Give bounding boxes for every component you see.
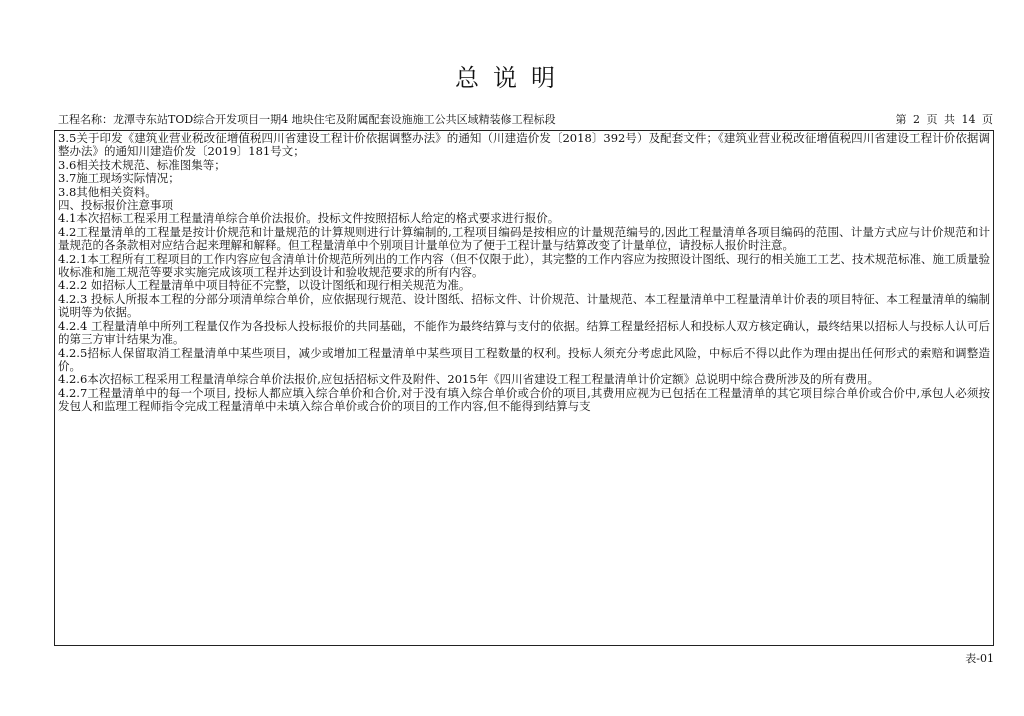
paragraph: 4.2.2 如招标人工程量清单中项目特征不完整，以设计图纸和现行相关规范为准。 — [58, 278, 471, 293]
form-code: 表-01 — [965, 652, 994, 665]
project-name: 工程名称：龙潭寺东站TOD综合开发项目一期4 地块住宅及附属配套设施施工公共区域精装修工程标段 — [58, 113, 556, 126]
paragraph: 3.8其他相关资料。 — [58, 184, 157, 199]
page-title: 总说明 — [455, 64, 569, 92]
section-heading: 四、投标报价注意事项 — [58, 198, 173, 213]
paragraph: 4.2.4 工程量清单中所列工程量仅作为各投标人投标报价的共同基础，不能作为最终结算与支付的依据。结算工程量经招标人和投标人双方核定确认，最终结果以招标人与投标人认可后的第三方审计结果为准。 — [58, 318, 990, 347]
paragraph: 3.6相关技术规范、标准图集等； — [58, 157, 226, 172]
paragraph: 4.2.3 投标人所报本工程的分部分项清单综合单价，应依据现行规范、设计图纸、招标文件、计价规范、计量规范、本工程量清单中工程量清单计价表的项目特征、本工程量清单的编制说明等为依据。 — [58, 291, 990, 320]
paragraph: 4.2.5招标人保留取消工程量清单中某些项目，减少或增加工程量清单中某些项目工程数量的权利。投标人须充分考虑此风险，中标后不得以此作为理由提出任何形式的索赔和调整造价。 — [58, 345, 990, 373]
paragraph: 4.2.7工程量清单中的每一个项目, 投标人都应填入综合单价和合价,对于没有填入综合单价或合价的项目,其费用应视为已包括在工程量清单的其它项目综合单价或合价中,承包人必须按发包人和监理工程师指令完成工程量清单中未填入综合单价或合价的项目的工作内容,但不能得到结算与支 — [58, 385, 990, 414]
content-frame — [54, 130, 994, 646]
page-indicator: 第 2 页 共 14 页 — [895, 113, 993, 126]
paragraph: 3.5关于印发《建筑业营业税改征增值税四川省建设工程计价依据调整办法》的通知（川建造价发〔2018〕392号）及配套文件；《建筑业营业税改征增值税四川省建设工程计价依据调整办法》的通知川建造价发〔2019〕181号文； — [58, 131, 990, 159]
document-header — [58, 112, 993, 128]
paragraph: 4.1本次招标工程采用工程量清单综合单价法报价。投标文件按照招标人给定的格式要求进行报价。 — [58, 211, 560, 226]
paragraph: 4.2.1本工程所有工程项目的工作内容应包含清单计价规范所列出的工作内容（但不仅限于此），其完整的工作内容应为按照设计图纸、现行的相关施工工艺、技术规范标准、施工质量验收标准和施工规范等要求实施完成该项工程并达到设计和验收规范要求的所有内容。 — [58, 251, 991, 280]
paragraph: 3.7施工现场实际情况； — [58, 171, 180, 186]
paragraph: 4.2工程量清单的工程量是按计价规范和计量规范的计算规则进行计算编制的,工程项目编码是按相应的计量规范编号的,因此工程量清单各项目编码的范围、计量方式应与计价规范和计量规范的各条款相对应结合起来理解和解释。但工程量清单中个别项目计量单位为了便于工程计量与结算改变了计量单位，请投标人报价时注意。 — [58, 224, 990, 253]
paragraph: 4.2.6本次招标工程采用工程量清单综合单价法报价,应包括招标文件及附件、2015年《四川省建设工程工程量清单计价定额》总说明中综合费所涉及的所有费用。 — [58, 372, 880, 387]
